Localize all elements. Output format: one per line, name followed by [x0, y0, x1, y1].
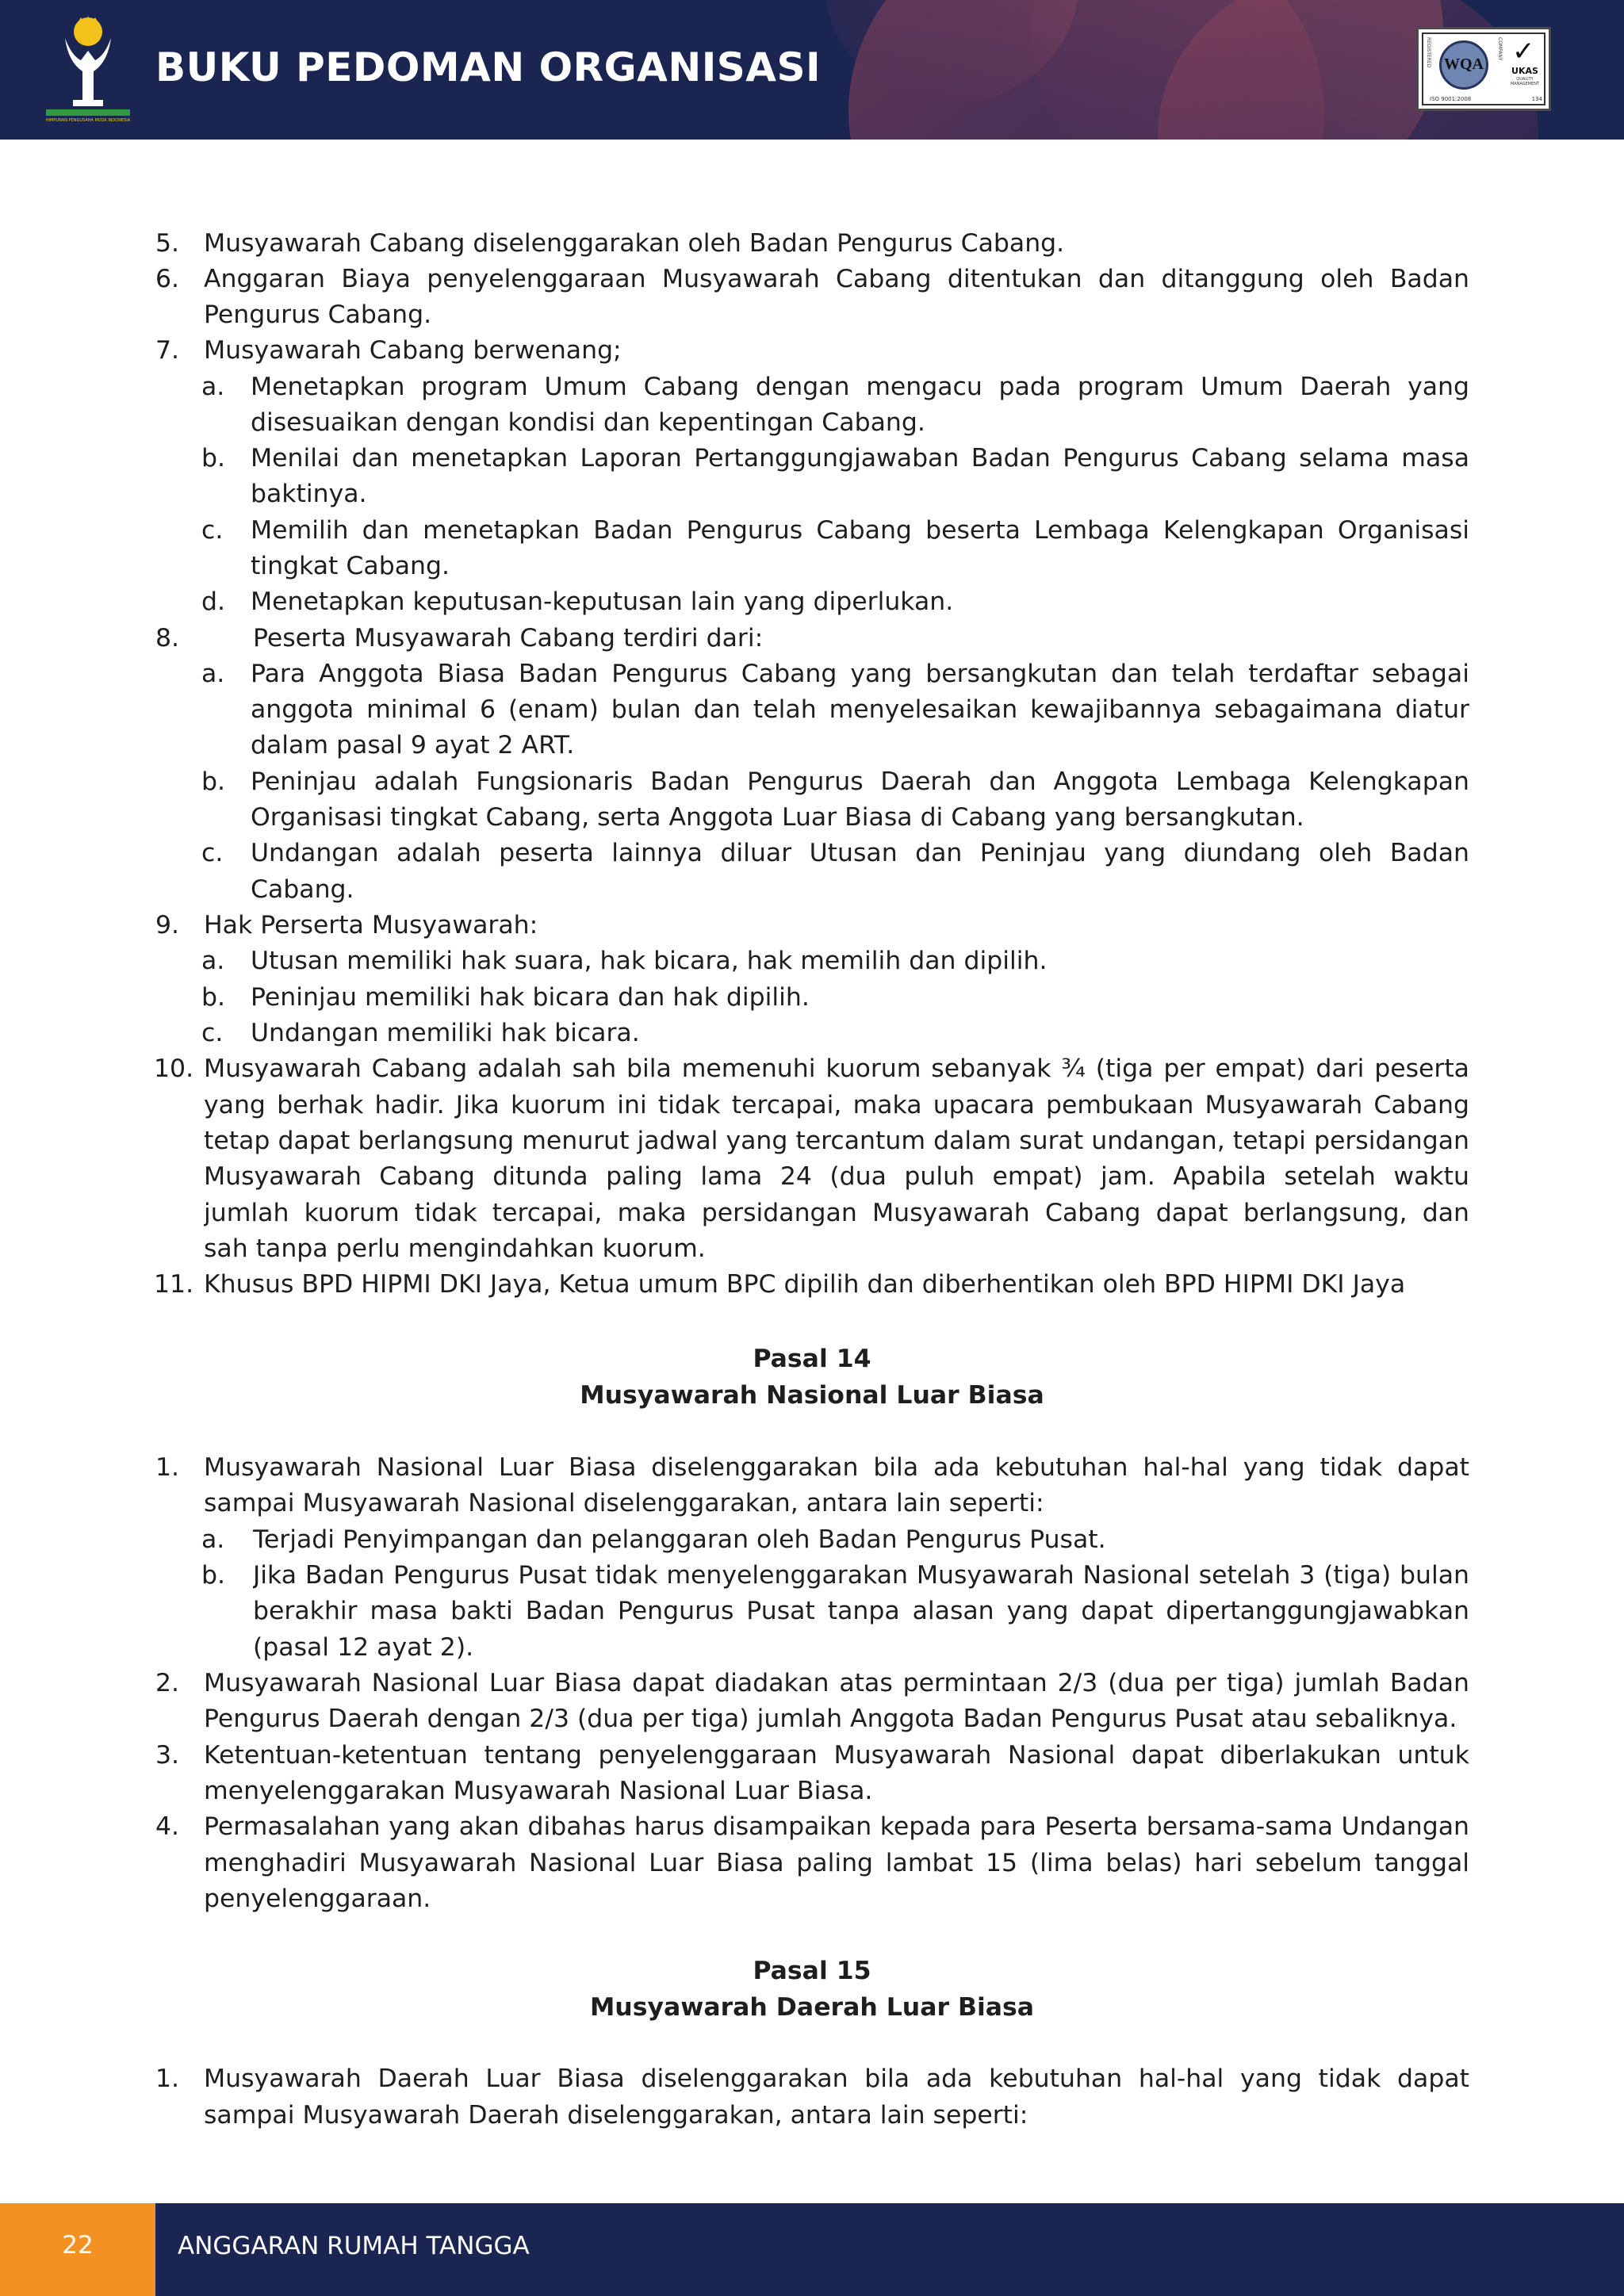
sub-item-text: tingkat Cabang.	[251, 552, 450, 580]
sub-item-text: dalam pasal 9 ayat 2 ART.	[251, 731, 575, 760]
sub-item-text: disesuaikan dengan kondisi dan kepentingan Cabang.	[251, 408, 925, 437]
section-heading: Pasal 15	[753, 1957, 871, 1985]
list-item-text: Ketentuan-ketentuan tentang penyelenggaraan Musyawarah Nasional dapat diberlakukan untuk	[204, 1741, 1469, 1770]
sub-item-text: Para Anggota Biasa Badan Pengurus Cabang yang bersangkutan dan telah terdaftar sebagai	[251, 660, 1469, 688]
list-item-text: Musyawarah Cabang adalah sah bila memenuhi kuorum sebanyak ¾ (tiga per empat) dari peserta	[204, 1054, 1469, 1083]
list-item-text: sampai Musyawarah Daerah diselenggarakan, antara lain seperti:	[204, 2101, 1028, 2130]
cert-footer	[1430, 96, 1542, 104]
hipmi-logo	[41, 14, 135, 122]
list-item-text: Musyawarah Cabang ditunda paling lama 24 (dua puluh empat) jam. Apabila setelah waktu	[204, 1162, 1469, 1191]
sub-item-letter: c.	[201, 839, 224, 867]
sub-item-letter: c.	[201, 1019, 224, 1047]
sub-item-text: Peninjau adalah Fungsionaris Badan Pengurus Daerah dan Anggota Lembaga Kelengkapan	[251, 767, 1469, 796]
sub-item-text: baktinya.	[251, 480, 367, 508]
ukas-label: UKAS	[1511, 66, 1538, 76]
list-number: 10.	[154, 1054, 194, 1083]
sub-item-text: Terjadi Penyimpangan dan pelanggaran oleh Badan Pengurus Pusat.	[253, 1525, 1106, 1554]
list-item-text: Pengurus Daerah dengan 2/3 (dua per tiga) jumlah Anggota Badan Pengurus Pusat atau sebaliknya.	[204, 1705, 1457, 1733]
iso-certification-badge	[1416, 27, 1551, 111]
sub-item-letter: c.	[201, 516, 224, 545]
section-heading: Pasal 14	[753, 1345, 871, 1373]
cert-company-label: COMPANY	[1497, 37, 1503, 61]
list-item-text: Khusus BPD HIPMI DKI Jaya, Ketua umum BPC dipilih dan diberhentikan oleh BPD HIPMI DKI Jaya	[204, 1270, 1406, 1299]
page-header	[0, 0, 1624, 140]
sub-item-letter: a.	[201, 373, 225, 401]
list-item-text: menghadiri Musyawarah Nasional Luar Biasa paling lambat 15 (lima belas) hari sebelum tanggal	[204, 1849, 1469, 1877]
list-item-text: Musyawarah Cabang diselenggarakan oleh Badan Pengurus Cabang.	[204, 229, 1065, 258]
sub-item-text: Undangan adalah peserta lainnya diluar Utusan dan Peninjau yang diundang oleh Badan	[251, 839, 1469, 867]
cert-code-label: 134	[1531, 96, 1542, 102]
page-header-title: BUKU PEDOMAN ORGANISASI	[155, 44, 822, 90]
list-number: 11.	[154, 1270, 194, 1299]
wqa-seal-icon	[1439, 40, 1488, 90]
ukas-sub-label: QUALITY MANAGEMENT	[1510, 77, 1540, 86]
sub-item-text: Undangan memiliki hak bicara.	[251, 1019, 640, 1047]
ukas-mark	[1507, 36, 1542, 94]
page-number-box	[0, 2203, 155, 2296]
list-item-text: menyelenggarakan Musyawarah Nasional Luar Biasa.	[204, 1777, 873, 1805]
list-item-text: Peserta Musyawarah Cabang terdiri dari:	[253, 624, 764, 652]
sub-item-letter: d.	[201, 587, 226, 616]
sub-item-letter: b.	[201, 767, 226, 796]
sub-item-text: Cabang.	[251, 875, 354, 904]
section-subheading: Musyawarah Nasional Luar Biasa	[580, 1381, 1044, 1410]
list-number: 7.	[155, 336, 180, 365]
list-number: 9.	[155, 911, 180, 939]
list-item-text: Musyawarah Nasional Luar Biasa diselenggarakan bila ada kebutuhan hal-hal yang tidak dapat	[204, 1453, 1469, 1482]
sub-item-letter: a.	[201, 660, 225, 688]
sub-item-letter: a.	[201, 947, 225, 975]
list-number: 1.	[155, 1453, 180, 1482]
list-number: 5.	[155, 229, 180, 258]
list-item-text: Permasalahan yang akan dibahas harus disampaikan kepada para Peserta bersama-sama Undangan	[204, 1812, 1469, 1841]
cert-registered-label: REGISTERED	[1426, 37, 1431, 68]
list-number: 3.	[155, 1741, 180, 1770]
list-item-text: jumlah kuorum tidak tercapai, maka persidangan Musyawarah Cabang dapat berlangsung, dan	[204, 1199, 1469, 1227]
list-number: 4.	[155, 1812, 180, 1841]
list-item-text: yang berhak hadir. Jika kuorum ini tidak tercapai, maka upacara pembukaan Musyawarah Cabang	[204, 1091, 1469, 1119]
list-number: 6.	[155, 265, 180, 293]
sub-item-text: Peninjau memiliki hak bicara dan hak dipilih.	[251, 983, 810, 1012]
section-subheading: Musyawarah Daerah Luar Biasa	[589, 1993, 1035, 2022]
sub-item-text: Memilih dan menetapkan Badan Pengurus Cabang beserta Lembaga Kelengkapan Organisasi	[251, 516, 1469, 545]
logo-caption: HIMPUNAN PENGUSAHA MUDA INDONESIA	[45, 118, 131, 122]
sub-item-text: (pasal 12 ayat 2).	[253, 1633, 474, 1662]
sub-item-text: Jika Badan Pengurus Pusat tidak menyelenggarakan Musyawarah Nasional setelah 3 (tiga) bulan	[253, 1561, 1469, 1590]
list-item-text: Musyawarah Cabang berwenang;	[204, 336, 622, 365]
sub-item-text: berakhir masa bakti Badan Pengurus Pusat tanpa alasan yang dapat dipertanggungjawabkan	[253, 1597, 1469, 1625]
sub-item-letter: b.	[201, 1561, 226, 1590]
list-item-text: penyelenggaraan.	[204, 1885, 431, 1913]
list-item-text: Pengurus Cabang.	[204, 300, 432, 329]
sub-item-text: Menetapkan keputusan-keputusan lain yang diperlukan.	[251, 587, 954, 616]
sub-item-letter: b.	[201, 444, 226, 473]
list-item-text: Musyawarah Nasional Luar Biasa dapat diadakan atas permintaan 2/3 (dua per tiga) jumlah Badan	[204, 1669, 1469, 1697]
crown-check-icon: ✓	[1512, 36, 1535, 67]
sub-item-text: anggota minimal 6 (enam) bulan dan telah menyelesaikan kewajibannya sebagaimana diatur	[251, 695, 1469, 724]
list-number: 2.	[155, 1669, 180, 1697]
list-item-text: tetap dapat berlangsung menurut jadwal yang tercantum dalam surat undangan, tetapi persidangan	[204, 1127, 1469, 1155]
page-footer	[0, 2203, 1624, 2296]
iso-standard-label: ISO 9001:2008	[1430, 96, 1472, 102]
sub-item-text: Organisasi tingkat Cabang, serta Anggota Luar Biasa di Cabang yang bersangkutan.	[251, 803, 1304, 832]
list-item-text: sampai Musyawarah Nasional diselenggarakan, antara lain seperti:	[204, 1489, 1044, 1517]
sub-item-text: Menetapkan program Umum Cabang dengan mengacu pada program Umum Daerah yang	[251, 373, 1469, 401]
sub-item-letter: b.	[201, 983, 226, 1012]
list-number: 1.	[155, 2064, 180, 2093]
sub-item-text: Menilai dan menetapkan Laporan Pertanggungjawaban Badan Pengurus Cabang selama masa	[251, 444, 1469, 473]
list-item-text: Hak Perserta Musyawarah:	[204, 911, 538, 939]
page-number: 22	[62, 2231, 94, 2260]
list-item-text: Anggaran Biaya penyelenggaraan Musyawarah Cabang ditentukan dan ditanggung oleh Badan	[204, 265, 1469, 293]
wqa-label: WQA	[1444, 55, 1484, 73]
sub-item-letter: a.	[201, 1525, 225, 1554]
list-item-text: Musyawarah Daerah Luar Biasa diselenggarakan bila ada kebutuhan hal-hal yang tidak dapat	[204, 2064, 1469, 2093]
list-number: 8.	[155, 624, 180, 652]
sub-item-text: Utusan memiliki hak suara, hak bicara, hak memilih dan dipilih.	[251, 947, 1048, 975]
footer-section-title: ANGGARAN RUMAH TANGGA	[178, 2232, 530, 2260]
list-item-text: sah tanpa perlu mengindahkan kuorum.	[204, 1234, 706, 1263]
